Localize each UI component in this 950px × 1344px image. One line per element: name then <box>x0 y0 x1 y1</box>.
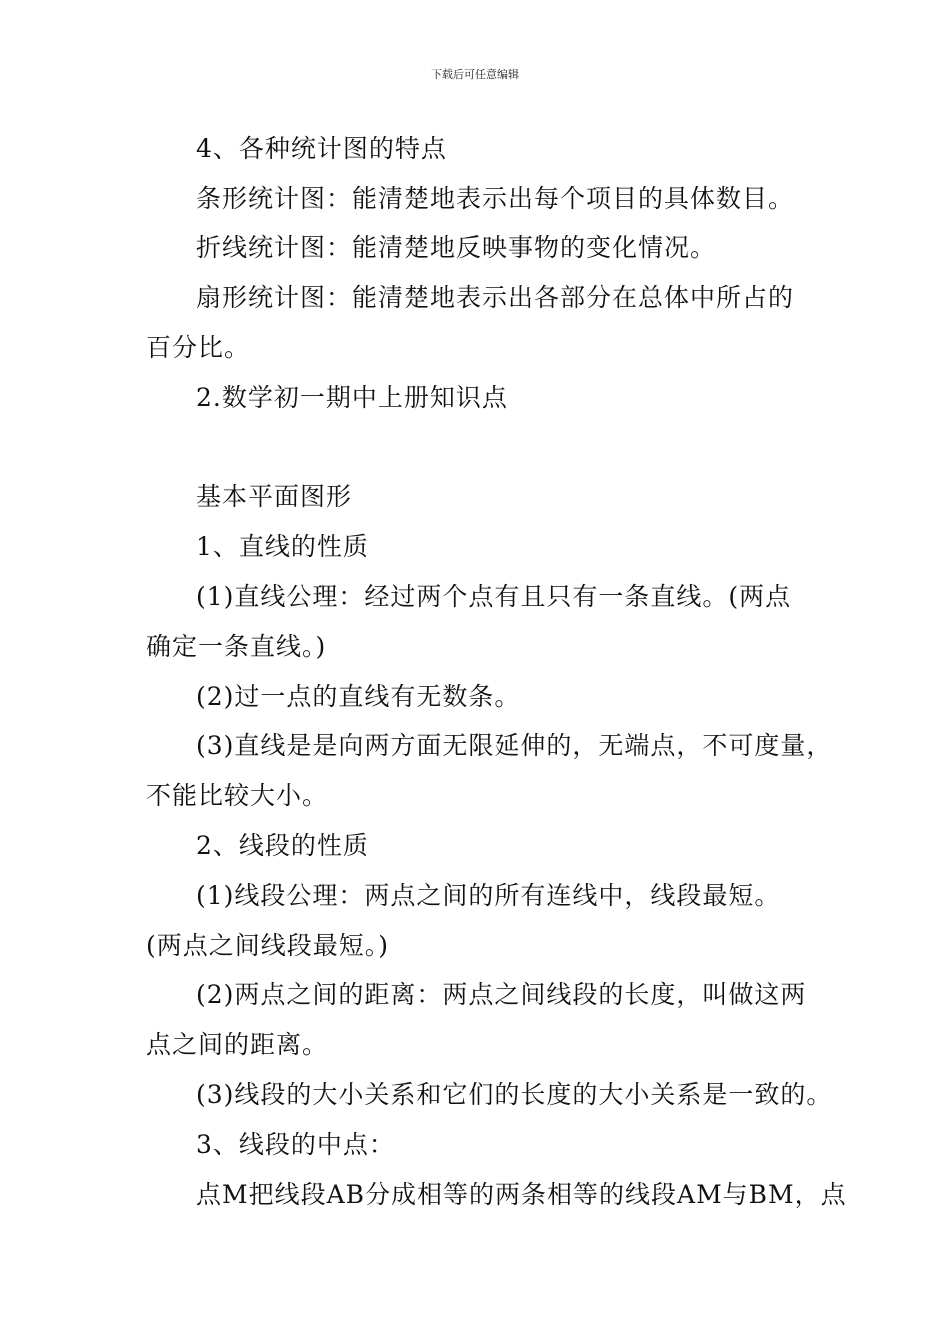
paragraph-line: 扇形统计图：能清楚地表示出各部分在总体中所占的 <box>196 283 795 312</box>
section-heading: 2.数学初一期中上册知识点 <box>196 383 508 412</box>
paragraph-line: 确定一条直线。) <box>146 632 327 661</box>
paragraph-line: (2)两点之间的距离：两点之间线段的长度，叫做这两 <box>196 980 807 1009</box>
section-heading: 基本平面图形 <box>196 482 353 511</box>
paragraph-line: 条形统计图：能清楚地表示出每个项目的具体数目。 <box>196 184 795 213</box>
section-heading: 1、直线的性质 <box>196 532 369 561</box>
paragraph-line: 折线统计图：能清楚地反映事物的变化情况。 <box>196 233 717 262</box>
page-header: 下载后可任意编辑 <box>431 68 519 81</box>
paragraph-line: 不能比较大小。 <box>146 781 329 810</box>
paragraph-line: (3)直线是是向两方面无限延伸的，无端点，不可度量， <box>196 731 833 760</box>
section-heading: 4、各种统计图的特点 <box>196 134 447 163</box>
paragraph-line: (3)线段的大小关系和它们的长度的大小关系是一致的。 <box>196 1080 833 1109</box>
paragraph-line: 百分比。 <box>146 333 251 362</box>
paragraph-line: (2)过一点的直线有无数条。 <box>196 682 521 711</box>
paragraph-line: (1)直线公理：经过两个点有且只有一条直线。(两点 <box>196 582 792 611</box>
paragraph-line: (1)线段公理：两点之间的所有连线中，线段最短。 <box>196 881 781 910</box>
paragraph-line: 点M把线段AB分成相等的两条相等的线段AM与BM，点 <box>196 1180 847 1209</box>
paragraph-line: (两点之间线段最短。) <box>146 931 390 960</box>
paragraph-line: 点之间的距离。 <box>146 1030 329 1059</box>
section-heading: 3、线段的中点： <box>196 1130 395 1159</box>
section-heading: 2、线段的性质 <box>196 831 369 860</box>
